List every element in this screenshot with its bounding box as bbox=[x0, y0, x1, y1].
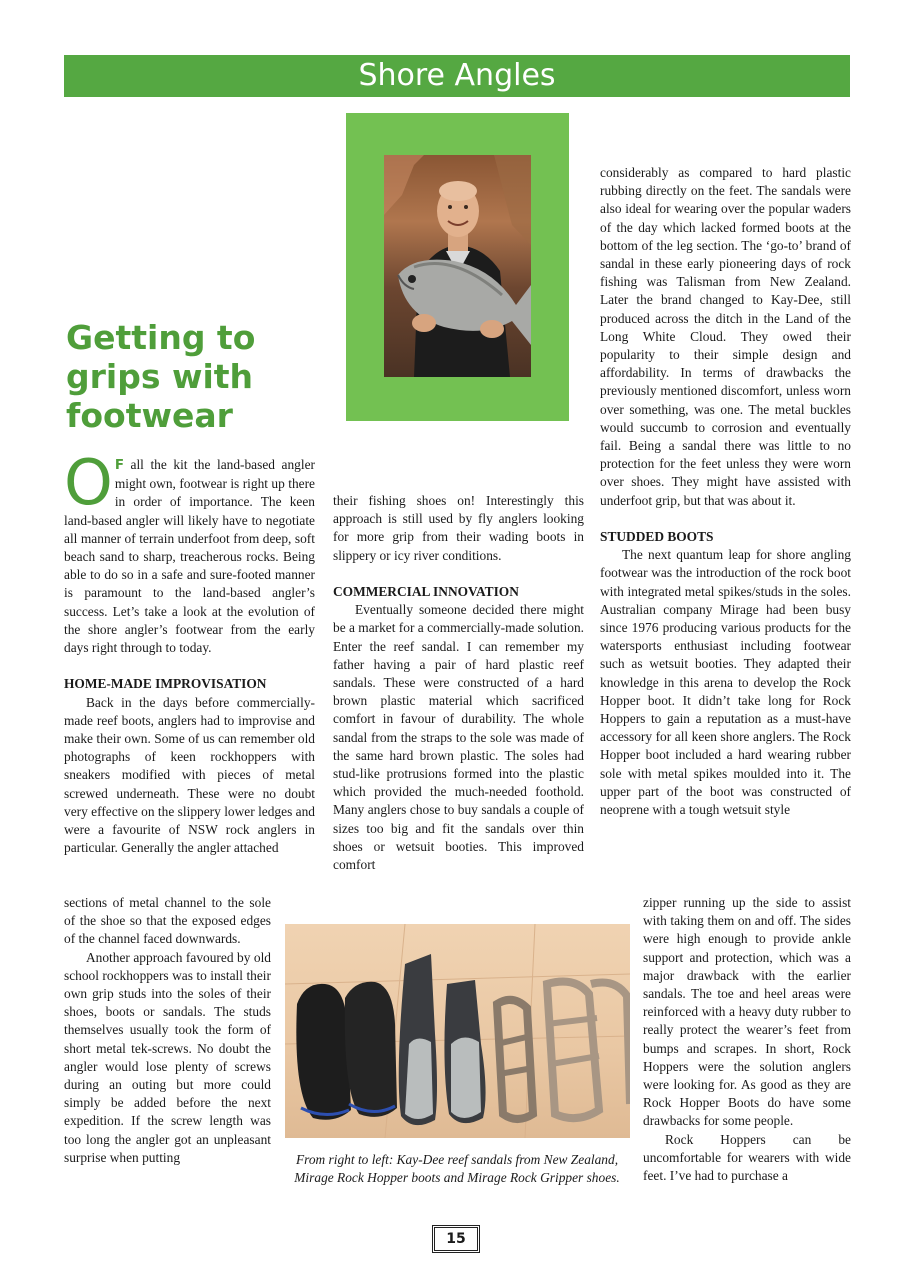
angler-photo-frame bbox=[346, 113, 569, 421]
article-headline bbox=[66, 318, 316, 435]
headline-line-3: footwear bbox=[66, 396, 233, 435]
photo-caption: From right to left: Kay-Dee reef sandals from New Zealand, Mirage Rock Hopper boots and Mirage Rock Gripper shoes. bbox=[294, 1152, 620, 1186]
intro-second-letter: F bbox=[114, 458, 124, 473]
column-2 bbox=[333, 492, 584, 874]
paragraph-home-made-2: Another approach favoured by old school rockhoppers was to install their own grip studs into the soles of their shoes, boots or sandals. The studs themselves usually took the form of short metal tek-screws. No doubt the angler would lose plenty of screws during an outing but more could simply be added before the next expedition. If the screw length was too long the angler got an unpleasant surprise when putting bbox=[64, 949, 271, 1165]
footwear-photo bbox=[285, 924, 630, 1138]
drop-cap: O bbox=[64, 446, 113, 519]
footwear-lineup-image bbox=[285, 924, 630, 1138]
paragraph-wide-feet: Rock Hoppers can be uncomfortable for wearers with wide feet. I’ve had to purchase a bbox=[643, 1131, 851, 1184]
paragraph-rock-hopper-cont: zipper running up the side to assist with taking them on and off. The sides were high enough to provide ankle support and protection, which was a major drawback with the earlier sandals. The toe and heel areas were reinforced with a heavy duty rubber to really protect the wearer’s feet from bumps and scrapes. In short, Rock Hoppers were the solution anglers were looking for. As good as they are Rock Hopper Boots do have some drawbacks for some people. bbox=[643, 895, 851, 1129]
intro-paragraph bbox=[64, 446, 315, 657]
column-3-narrow bbox=[643, 894, 851, 1185]
column-1 bbox=[64, 446, 315, 857]
heading-studded-boots: STUDDED BOOTS bbox=[600, 529, 714, 545]
angler-photo bbox=[384, 155, 531, 377]
paragraph-home-made-1: Back in the days before commercially-made reef boots, anglers had to improvise and make their own. Some of us can remember old photographs of keen rockhoppers with sneakers modified with pieces of metal screwed underneath. These were no doubt very effective on the slippery lower ledges and were a favourite of NSW rock anglers in particular. Generally the angler attached bbox=[64, 694, 315, 856]
page-number: 15 bbox=[432, 1225, 480, 1253]
intro-text: all the kit the land-based angler might own, footwear is right up there in order of importance. The keen land-based angler will likely have to negotiate all manner of terrain underfoot from deep, soft beach sand to sharp, treacherous rocks. Being able to do so in a safe and sure-footed manner is paramount to the land-based angler’s success. Let’s take a look at the evolution of the shore angler’s footwear from the early days right through to today. bbox=[64, 457, 315, 656]
column-3 bbox=[600, 164, 851, 819]
column-1-narrow bbox=[64, 894, 271, 1167]
section-banner bbox=[64, 55, 850, 97]
paragraph-rock-hopper: The next quantum leap for shore angling footwear was the introduction of the rock boot with integrated metal spikes/studs in the soles. Australian company Mirage had been busy since 1976 producing various products for the watersports enthusiast including footwear such as wetsuit booties. They adapted their knowledge in this arena to develop the Rock Hopper boot. It didn’t take long for Rock Hoppers to gain a reputation as a must-have accessory for all keen shore anglers. The Rock Hopper boot included a hard wearing rubber sole with metal spikes moulded into it. The upper part of the boot was constructed of neoprene with a tough wetsuit style bbox=[600, 547, 851, 818]
paragraph-fly-anglers: their fishing shoes on! Interestingly this approach is still used by fly anglers looking for more grip from their wading boots in slippery or icy river conditions. bbox=[333, 493, 584, 563]
paragraph-reef-sandal: Eventually someone decided there might be a market for a commercially-made solution. Enter the reef sandal. I can remember my father having a pair of hard plastic reef sandals. These were constructed of a hard brown plastic material which sacrificed comfort in favour of durability. The whole sandal from the straps to the sole was made of the same hard brown plastic. The soles had stud-like protrusions formed into the plastic which provided the much-needed foothold. Many anglers chose to buy sandals a couple of sizes too big and fit the sandals over thin shoes or wetsuit booties. This improved comfort bbox=[333, 602, 584, 873]
headline-line-2: grips with bbox=[66, 357, 254, 396]
section-title: Shore Angles bbox=[358, 58, 556, 93]
heading-commercial-innovation: COMMERCIAL INNOVATION bbox=[333, 584, 519, 599]
paragraph-sandal-drawbacks: considerably as compared to hard plastic rubbing directly on the feet. The sandals were also ideal for wearing over the popular waders of the day which lacked formed boots at the bottom of the leg section. The ‘go-to’ brand of sandal in these early pioneering days of rock fishing was Talisman from New Zealand. Later the brand changed to Kay-Dee, still produced across the ditch in the Land of the Long White Cloud. They owed their popularity to their simple design and affordability. In terms of drawbacks the previously mentioned discomfort, unless worn over something, was one. The metal buckles would succumb to corrosion and eventually fail. Being a sandal there was little to no protection for the feet unless they were worn over shoes. They might have assisted with underfoot grip, but that was about it. bbox=[600, 165, 851, 508]
paragraph-home-made-1-cont: sections of metal channel to the sole of the shoe so that the exposed edges of the channel faced downwards. bbox=[64, 895, 271, 947]
headline-line-1: Getting to bbox=[66, 318, 256, 357]
heading-home-made: HOME-MADE IMPROVISATION bbox=[64, 676, 267, 692]
angler-with-fish-image bbox=[384, 155, 531, 377]
